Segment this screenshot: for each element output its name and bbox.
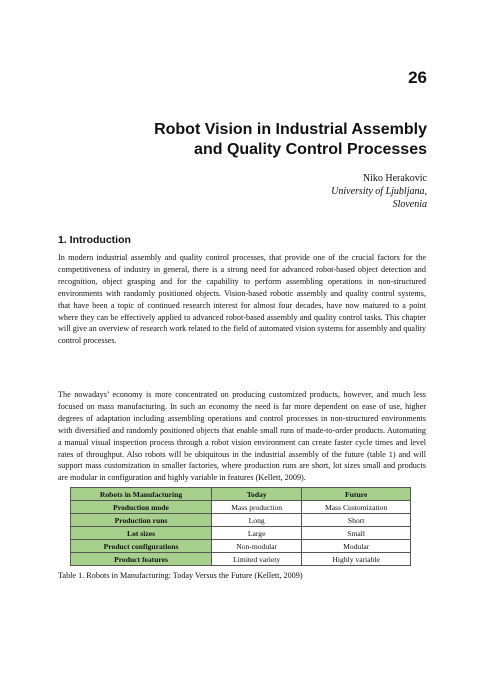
- author-country: Slovenia: [392, 199, 427, 210]
- table-caption: Table 1. Robots in Manufacturing: Today Versus the Future (Kellett, 2009): [58, 571, 303, 580]
- table-row: [71, 501, 411, 514]
- future-cell: Short: [302, 514, 411, 527]
- future-cell: Small: [302, 527, 411, 540]
- today-cell: Large: [212, 527, 302, 540]
- section-heading: 1. Introduction: [58, 234, 131, 246]
- author-name: Niko Herakovic: [362, 173, 427, 184]
- table-row: [71, 527, 411, 540]
- chapter-title: [67, 120, 427, 160]
- chapter-title-line-2: and Quality Control Processes: [194, 141, 427, 158]
- table-header-cell: Future: [302, 488, 411, 501]
- future-cell: Mass Customization: [302, 501, 411, 514]
- row-label: Production runs: [71, 514, 212, 527]
- paragraph-1: In modern industrial assembly and quality control processes, that provide one of the crucial factors for the competitiveness of industry in general, there is a strong need for advanced robot-based object detection and recognition, object grasping and for the capability to perform assembling operations in non-structured environments with randomly positioned objects. Vision-based robotic assembly and quality control systems, that have been a topic of continued research interest for almost four decades, have now matured to a point where they can be effectively applied to advanced robot-based assembly and quality control tasks. This chapter will give an overview of research work related to the field of automated vision systems for assembly and quality control processes.: [58, 253, 426, 346]
- today-cell: Non-modular: [212, 540, 302, 553]
- row-label: Lot sizes: [71, 527, 212, 540]
- today-cell: Mass production: [212, 501, 302, 514]
- table-header-cell: Robots in Manufacturing: [71, 488, 212, 501]
- future-cell: Modular: [302, 540, 411, 553]
- table-row: [71, 553, 411, 566]
- comparison-table: [70, 487, 411, 566]
- table-header-row: [71, 488, 411, 501]
- future-cell: Highly variable: [302, 553, 411, 566]
- row-label: Product configurations: [71, 540, 212, 553]
- row-label: Production mode: [71, 501, 212, 514]
- table-row: [71, 514, 411, 527]
- paragraph-2: The nowadays’ economy is more concentrated on producing customized products, however, and much less focused on mass manufacturing. In such an economy the need is far more dependent on ease of use, higher degrees of adaptation including assembling operations and control processes in non-structured environments with diversified and randomly positioned objects that enable small runs of made-to-order products. Automating a manual visual inspection process through a robot vision environment can create faster cycle times and level rates of throughput. Also robots will be ubiquitous in the industrial assembly of the future (table 1) and will support mass customization in smaller factories, where production runs are short, lot sizes small and products are modular in configuration and highly variable in features (Kellett, 2009).: [58, 390, 426, 483]
- table-header-cell: Today: [212, 488, 302, 501]
- today-cell: Long: [212, 514, 302, 527]
- author-university: University of Ljubljana,: [331, 186, 427, 197]
- author-block: [331, 172, 427, 211]
- row-label: Product features: [71, 553, 212, 566]
- today-cell: Limited variety: [212, 553, 302, 566]
- chapter-number: 26: [408, 68, 427, 87]
- chapter-title-line-1: Robot Vision in Industrial Assembly: [154, 121, 427, 138]
- table-row: [71, 540, 411, 553]
